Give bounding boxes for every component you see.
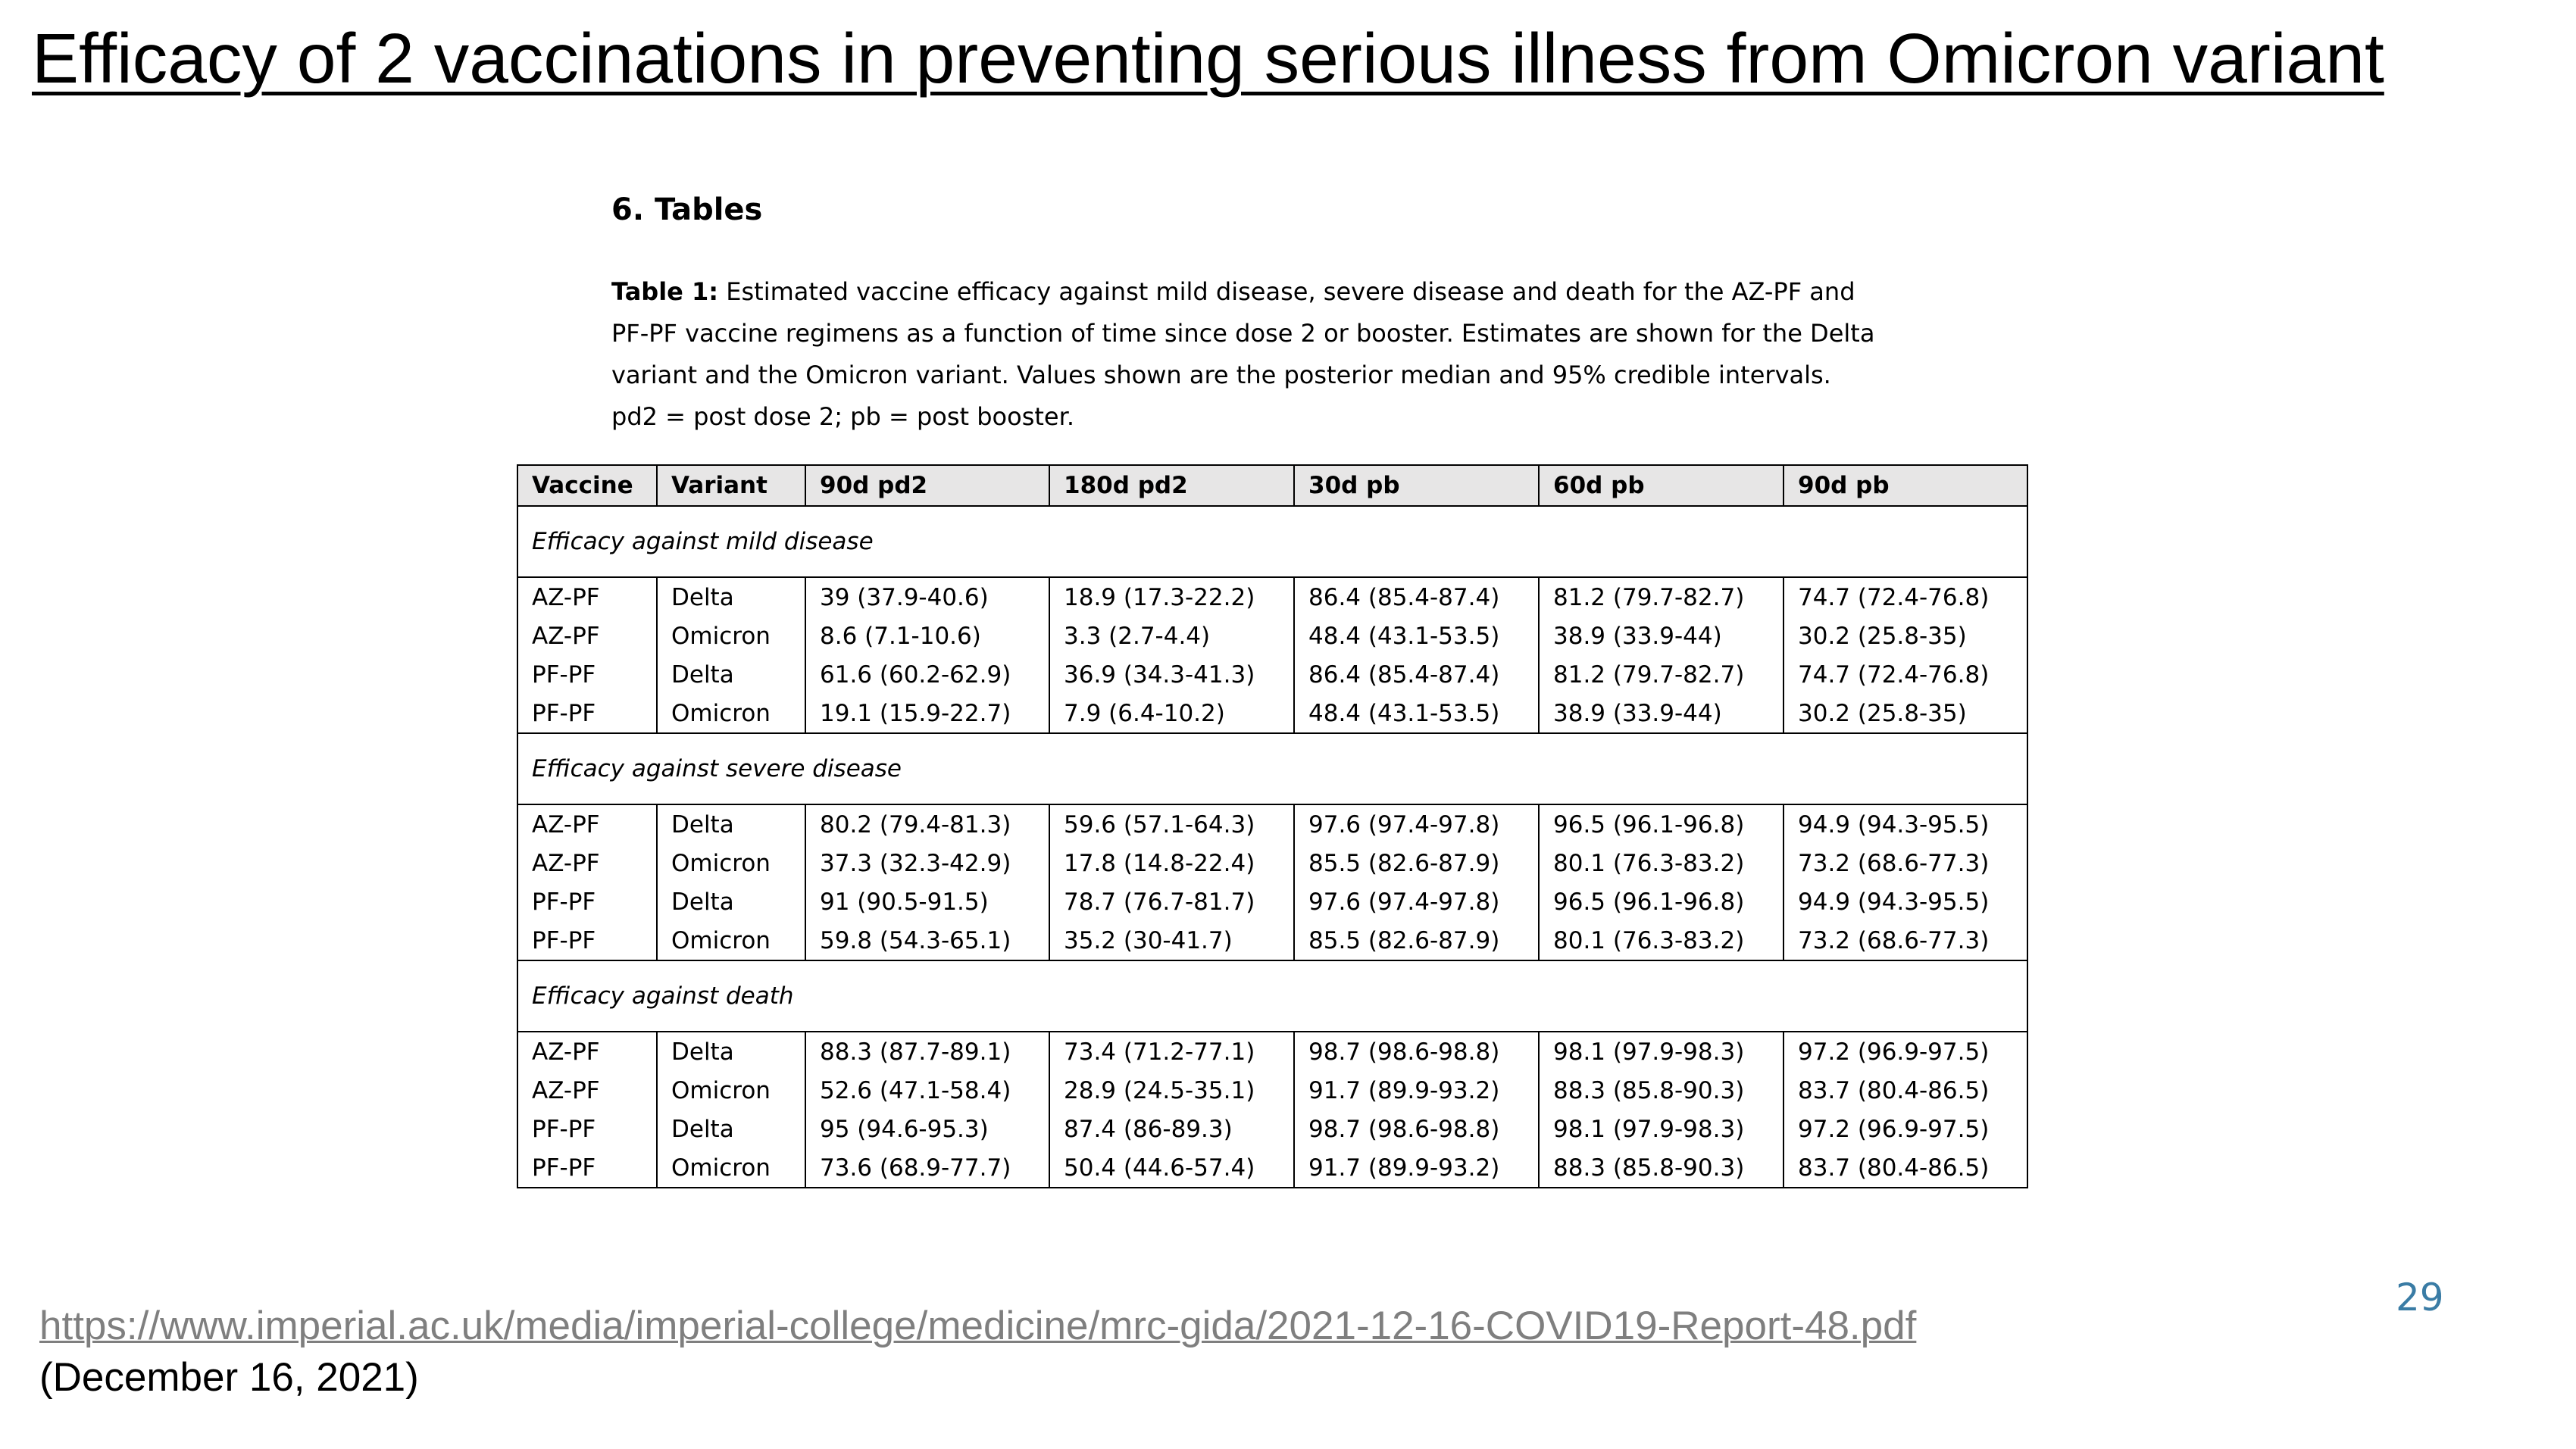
table-row — [517, 577, 2027, 617]
page-number: 29 — [2396, 1276, 2444, 1319]
caption-line-3: variant and the Omicron variant. Values shown are the posterior median and 95% credible intervals. — [611, 361, 1831, 389]
table-cell: Omicron — [657, 921, 805, 960]
table-cell: 97.6 (97.4-97.8) — [1294, 882, 1539, 921]
table-cell: AZ-PF — [517, 1032, 657, 1071]
table-cell: 81.2 (79.7-82.7) — [1539, 577, 1784, 617]
table-cell: 73.2 (68.6-77.3) — [1784, 844, 2027, 882]
table-cell: Delta — [657, 1110, 805, 1148]
table-row — [517, 921, 2027, 960]
table-cell: Delta — [657, 1032, 805, 1071]
table-header-row — [517, 465, 2027, 506]
table-cell: PF-PF — [517, 655, 657, 694]
table-cell: 61.6 (60.2-62.9) — [805, 655, 1049, 694]
table-cell: 85.5 (82.6-87.9) — [1294, 921, 1539, 960]
table-cell: 73.2 (68.6-77.3) — [1784, 921, 2027, 960]
table-row — [517, 1071, 2027, 1110]
table-cell: 83.7 (80.4-86.5) — [1784, 1148, 2027, 1188]
table-row — [517, 804, 2027, 844]
caption-line-4: pd2 = post dose 2; pb = post booster. — [611, 402, 1074, 431]
table-cell: Omicron — [657, 1148, 805, 1188]
table-cell: 97.6 (97.4-97.8) — [1294, 804, 1539, 844]
table-cell: 80.2 (79.4-81.3) — [805, 804, 1049, 844]
table-cell: Delta — [657, 882, 805, 921]
table-cell: 59.8 (54.3-65.1) — [805, 921, 1049, 960]
table-cell: 74.7 (72.4-76.8) — [1784, 655, 2027, 694]
table-cell: 30.2 (25.8-35) — [1784, 694, 2027, 733]
table-row — [517, 694, 2027, 733]
table-cell: 73.4 (71.2-77.1) — [1049, 1032, 1294, 1071]
table-cell: 81.2 (79.7-82.7) — [1539, 655, 1784, 694]
table-cell: 8.6 (7.1-10.6) — [805, 617, 1049, 655]
table-cell: 87.4 (86-89.3) — [1049, 1110, 1294, 1148]
table-cell: 38.9 (33.9-44) — [1539, 617, 1784, 655]
source-link[interactable]: https://www.imperial.ac.uk/media/imperial-college/medicine/mrc-gida/2021-12-16-COVID19-Report-48.pdf — [39, 1304, 1917, 1348]
table-cell: Delta — [657, 655, 805, 694]
table-cell: AZ-PF — [517, 804, 657, 844]
table-cell: Delta — [657, 804, 805, 844]
table-cell: 97.2 (96.9-97.5) — [1784, 1110, 2027, 1148]
table-cell: Delta — [657, 577, 805, 617]
table-cell: 3.3 (2.7-4.4) — [1049, 617, 1294, 655]
efficacy-table — [517, 464, 2028, 1188]
section-title: Efficacy against mild disease — [517, 506, 2027, 577]
table-cell: 83.7 (80.4-86.5) — [1784, 1071, 2027, 1110]
table-cell: 86.4 (85.4-87.4) — [1294, 577, 1539, 617]
table-cell: 48.4 (43.1-53.5) — [1294, 617, 1539, 655]
table-cell: AZ-PF — [517, 844, 657, 882]
table-cell: 28.9 (24.5-35.1) — [1049, 1071, 1294, 1110]
table-cell: PF-PF — [517, 694, 657, 733]
table-cell: PF-PF — [517, 1148, 657, 1188]
table-cell: PF-PF — [517, 882, 657, 921]
table-cell: 91.7 (89.9-93.2) — [1294, 1148, 1539, 1188]
table-cell: 98.7 (98.6-98.8) — [1294, 1032, 1539, 1071]
section-title: Efficacy against death — [517, 960, 2027, 1032]
table-cell: 19.1 (15.9-22.7) — [805, 694, 1049, 733]
table-row — [517, 655, 2027, 694]
table-caption — [611, 271, 1983, 438]
table-cell: 97.2 (96.9-97.5) — [1784, 1032, 2027, 1071]
table-cell: 50.4 (44.6-57.4) — [1049, 1148, 1294, 1188]
table-row — [517, 1110, 2027, 1148]
table-cell: 17.8 (14.8-22.4) — [1049, 844, 1294, 882]
table-cell: 39 (37.9-40.6) — [805, 577, 1049, 617]
table-cell: 37.3 (32.3-42.9) — [805, 844, 1049, 882]
table-section-row — [517, 506, 2027, 577]
table-cell: 30.2 (25.8-35) — [1784, 617, 2027, 655]
table-cell: 94.9 (94.3-95.5) — [1784, 804, 2027, 844]
table-cell: 88.3 (85.8-90.3) — [1539, 1148, 1784, 1188]
table-cell: 18.9 (17.3-22.2) — [1049, 577, 1294, 617]
table-body — [517, 506, 2027, 1188]
table-cell: 85.5 (82.6-87.9) — [1294, 844, 1539, 882]
table-row — [517, 617, 2027, 655]
table-cell: 94.9 (94.3-95.5) — [1784, 882, 2027, 921]
header-30d-pb: 30d pb — [1294, 465, 1539, 506]
table-cell: 95 (94.6-95.3) — [805, 1110, 1049, 1148]
table-cell: AZ-PF — [517, 577, 657, 617]
table-cell: 98.1 (97.9-98.3) — [1539, 1110, 1784, 1148]
caption-line-2: PF-PF vaccine regimens as a function of time since dose 2 or booster. Estimates are shown for the Delta — [611, 319, 1875, 348]
table-cell: 80.1 (76.3-83.2) — [1539, 844, 1784, 882]
table-cell: PF-PF — [517, 1110, 657, 1148]
table-cell: 80.1 (76.3-83.2) — [1539, 921, 1784, 960]
table-cell: 52.6 (47.1-58.4) — [805, 1071, 1049, 1110]
table-cell: 96.5 (96.1-96.8) — [1539, 804, 1784, 844]
table-cell: 7.9 (6.4-10.2) — [1049, 694, 1294, 733]
table-row — [517, 1148, 2027, 1188]
table-cell: 38.9 (33.9-44) — [1539, 694, 1784, 733]
table-cell: 74.7 (72.4-76.8) — [1784, 577, 2027, 617]
table-cell: Omicron — [657, 694, 805, 733]
header-vaccine: Vaccine — [517, 465, 657, 506]
table-cell: 98.1 (97.9-98.3) — [1539, 1032, 1784, 1071]
table-cell: 86.4 (85.4-87.4) — [1294, 655, 1539, 694]
table-cell: 88.3 (85.8-90.3) — [1539, 1071, 1784, 1110]
caption-text: Estimated vaccine efficacy against mild disease, severe disease and death for the AZ-PF and — [718, 277, 1855, 306]
table-cell: 59.6 (57.1-64.3) — [1049, 804, 1294, 844]
table-cell: Omicron — [657, 617, 805, 655]
header-variant: Variant — [657, 465, 805, 506]
table-cell: AZ-PF — [517, 617, 657, 655]
table-cell: 48.4 (43.1-53.5) — [1294, 694, 1539, 733]
header-60d-pb: 60d pb — [1539, 465, 1784, 506]
table-cell: 88.3 (87.7-89.1) — [805, 1032, 1049, 1071]
table-section-row — [517, 733, 2027, 804]
slide-title: Efficacy of 2 vaccinations in preventing serious illness from Omicron variant — [32, 19, 2384, 98]
header-90d-pd2: 90d pd2 — [805, 465, 1049, 506]
table-cell: PF-PF — [517, 921, 657, 960]
table-cell: Omicron — [657, 844, 805, 882]
table-cell: 78.7 (76.7-81.7) — [1049, 882, 1294, 921]
table-cell: AZ-PF — [517, 1071, 657, 1110]
caption-line-1 — [611, 271, 1983, 313]
table-section-row — [517, 960, 2027, 1032]
table-row — [517, 1032, 2027, 1071]
table-cell: 98.7 (98.6-98.8) — [1294, 1110, 1539, 1148]
source-date: (December 16, 2021) — [39, 1355, 419, 1400]
table-cell: 73.6 (68.9-77.7) — [805, 1148, 1049, 1188]
table-cell: Omicron — [657, 1071, 805, 1110]
table-row — [517, 844, 2027, 882]
section-title: Efficacy against severe disease — [517, 733, 2027, 804]
table-row — [517, 882, 2027, 921]
table-cell: 36.9 (34.3-41.3) — [1049, 655, 1294, 694]
table-cell: 91.7 (89.9-93.2) — [1294, 1071, 1539, 1110]
table-cell: 91 (90.5-91.5) — [805, 882, 1049, 921]
header-90d-pb: 90d pb — [1784, 465, 2027, 506]
table-cell: 35.2 (30-41.7) — [1049, 921, 1294, 960]
caption-label: Table 1: — [611, 277, 719, 306]
header-180d-pd2: 180d pd2 — [1049, 465, 1294, 506]
section-heading: 6. Tables — [611, 192, 763, 227]
table-cell: 96.5 (96.1-96.8) — [1539, 882, 1784, 921]
